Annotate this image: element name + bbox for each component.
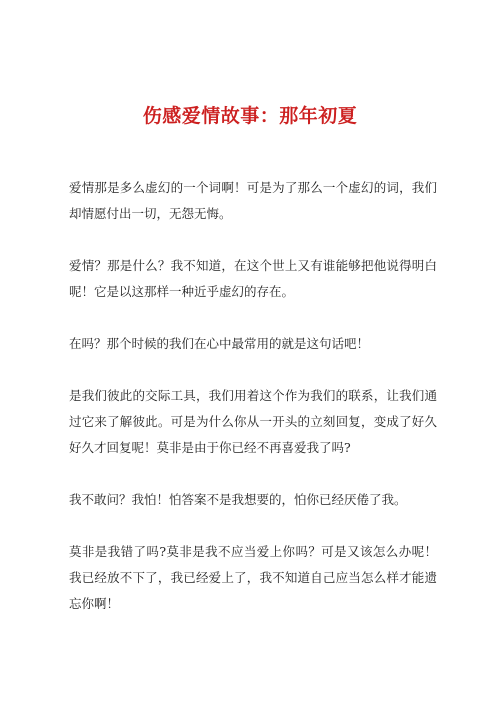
paragraph: 在吗？那个时候的我们在心中最常用的就是这句话吧！ <box>69 336 370 351</box>
paragraph: 是我们彼此的交际工具，我们用着这个作为我们的联系，让我们通过它来了解彼此。可是为什么你从一开头的立刻回复，变成了好久好久才回复呢！莫非是由于你已经不再喜爱我了吗? <box>69 388 437 455</box>
article-body <box>69 175 437 617</box>
paragraph: 爱情？那是什么？我不知道，在这个世上又有谁能够把他说得明白呢！它是以这那样一种近乎虚幻的存在。 <box>69 258 437 299</box>
paragraph: 我不敢问？我怕！怕答案不是我想要的，怕你已经厌倦了我。 <box>69 492 407 507</box>
paragraph: 爱情那是多么虚幻的一个词啊！可是为了那么一个虚幻的词，我们却情愿付出一切，无怨无悔。 <box>69 180 437 221</box>
paragraph: 莫非是我错了吗?莫非是我不应当爱上你吗？可是又该怎么办呢！我已经放不下了，我已经爱上了，我不知道自己应当怎么样才能遗忘你啊！ <box>69 544 437 611</box>
page-title: 伤感爱情故事：那年初夏 <box>142 105 358 127</box>
